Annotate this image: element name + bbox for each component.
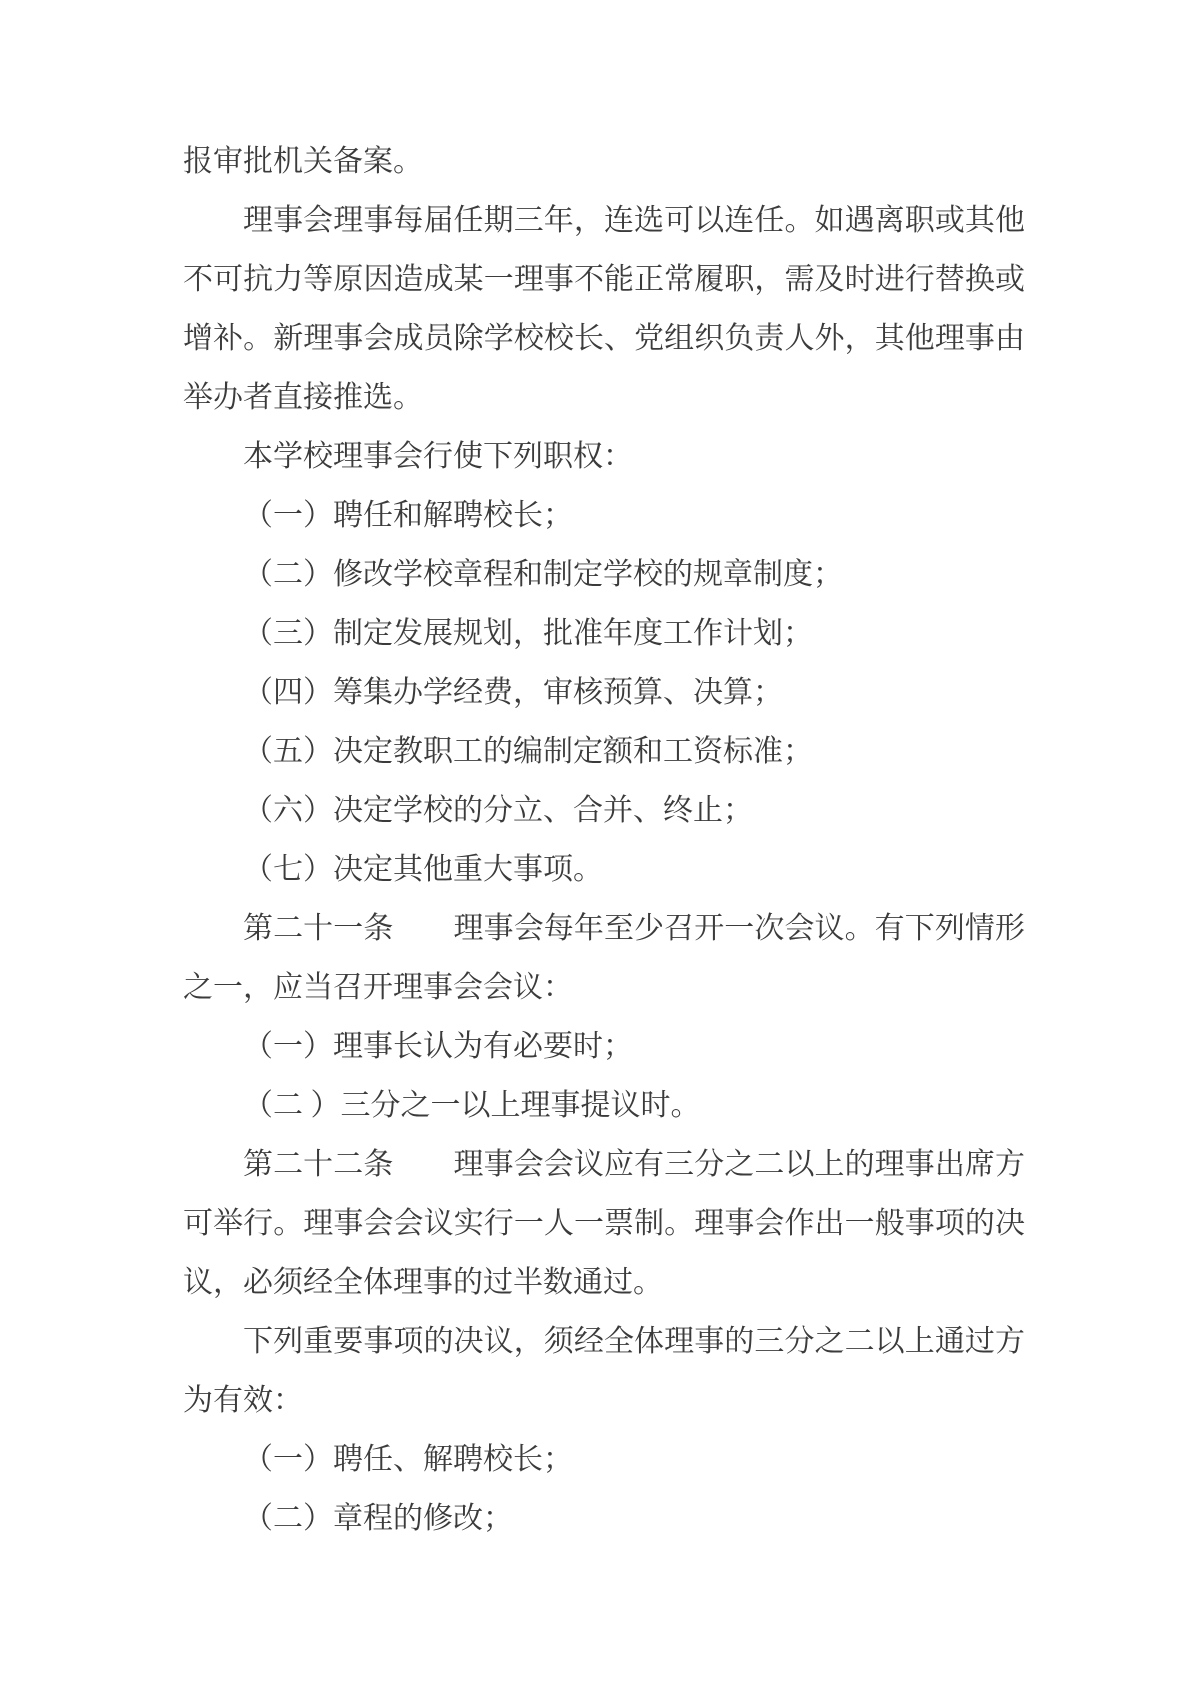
article-paragraph: 第二十二条 理事会会议应有三分之二以上的理事出席方可举行。理事会会议实行一人一票制。理事会作出一般事项的决议，必须经全体理事的过半数通过。 <box>183 1148 1025 1299</box>
list-item-paragraph: （二 ）三分之一以上理事提议时。 <box>243 1089 701 1122</box>
list-item-paragraph: （七）决定其他重大事项。 <box>243 853 603 886</box>
list-item-paragraph: （二）修改学校章程和制定学校的规章制度； <box>243 558 843 591</box>
list-item-paragraph: （一）聘任、解聘校长； <box>243 1443 573 1476</box>
list-item-paragraph: （六）决定学校的分立、合并、终止； <box>243 794 753 827</box>
document-text-block <box>183 132 1025 1548</box>
article-paragraph: 第二十一条 理事会每年至少召开一次会议。有下列情形之一，应当召开理事会会议： <box>183 912 1025 1004</box>
paragraph: 理事会理事每届任期三年，连选可以连任。如遇离职或其他不可抗力等原因造成某一理事不能正常履职，需及时进行替换或增补。新理事会成员除学校校长、党组织负责人外，其他理事由举办者直接推选。 <box>183 204 1025 414</box>
list-item-paragraph: （四）筹集办学经费，审核预算、决算； <box>243 676 783 709</box>
paragraph: 下列重要事项的决议，须经全体理事的三分之二以上通过方为有效： <box>183 1325 1025 1417</box>
list-item-paragraph: （三）制定发展规划，批准年度工作计划； <box>243 617 813 650</box>
list-item-paragraph: （五）决定教职工的编制定额和工资标准； <box>243 735 813 768</box>
paragraph: 本学校理事会行使下列职权： <box>243 440 633 473</box>
paragraph: 报审批机关备案。 <box>183 145 423 178</box>
list-item-paragraph: （一）理事长认为有必要时； <box>243 1030 633 1063</box>
list-item-paragraph: （一）聘任和解聘校长； <box>243 499 573 532</box>
list-item-paragraph: （二）章程的修改； <box>243 1502 513 1535</box>
